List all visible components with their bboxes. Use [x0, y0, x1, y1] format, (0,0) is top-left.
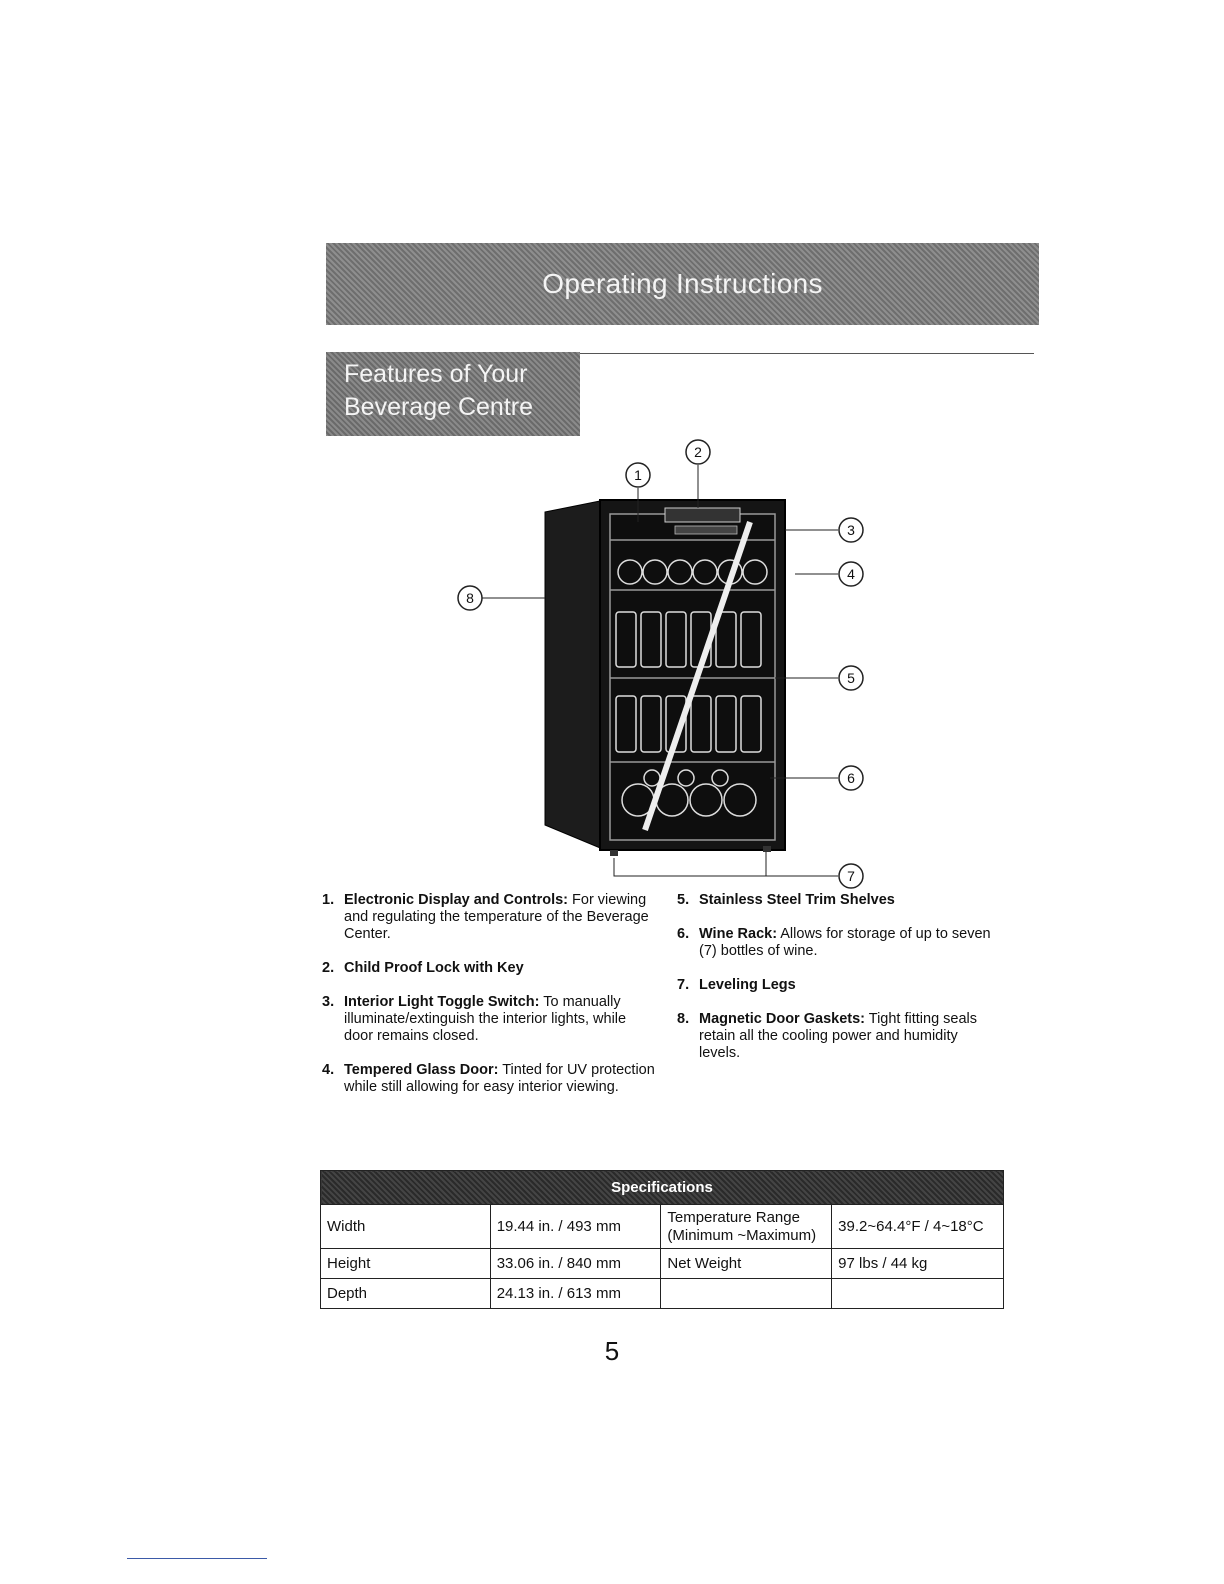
table-row	[321, 1249, 1004, 1279]
feature-item-5	[677, 892, 997, 909]
feature-number: 8.	[677, 1011, 690, 1027]
feature-item-8	[677, 1011, 997, 1062]
feature-description: Allows for storage of up to seven (7) bottles of wine.	[699, 926, 991, 959]
feature-number: 7.	[677, 977, 690, 993]
feature-description: Tinted for UV protection while still allowing for easy interior viewing.	[344, 1062, 655, 1095]
section-title-line2: Beverage Centre	[344, 393, 534, 421]
feature-title: Magnetic Door Gaskets:	[699, 1011, 865, 1027]
feature-number: 4.	[322, 1062, 335, 1078]
table-cell: 19.44 in. / 493 mm	[490, 1205, 661, 1249]
feature-list-left	[322, 892, 658, 1113]
table-cell: Depth	[321, 1279, 491, 1309]
feature-title: Child Proof Lock with Key	[344, 960, 524, 976]
feature-title: Wine Rack:	[699, 926, 778, 942]
feature-title: Interior Light Toggle Switch:	[344, 994, 540, 1010]
feature-item-7	[677, 977, 997, 994]
feature-description: To manually illuminate/extinguish the interior lights, while door remains closed.	[344, 994, 627, 1044]
feature-item-2	[322, 960, 658, 977]
specifications-table	[320, 1170, 1004, 1309]
feature-item-3	[322, 994, 658, 1045]
section-title-line1: Features of Your	[344, 360, 528, 388]
feature-title: Electronic Display and Controls:	[344, 892, 568, 908]
feature-number: 3.	[322, 994, 335, 1010]
table-row	[321, 1279, 1004, 1309]
callout-label-6: 6	[847, 770, 855, 786]
table-row	[321, 1205, 1004, 1249]
feature-number: 5.	[677, 892, 690, 908]
feature-description: For viewing and regulating the temperature of the Beverage Center.	[344, 892, 649, 942]
control-panel	[665, 508, 740, 522]
feature-title: Tempered Glass Door:	[344, 1062, 499, 1078]
table-cell: 39.2~64.4°F / 4~18°C	[832, 1205, 1004, 1249]
feature-list-right	[677, 892, 997, 1079]
callout-label-1: 1	[634, 467, 642, 483]
table-cell	[832, 1279, 1004, 1309]
leveling-leg-left	[610, 850, 618, 856]
table-cell: Width	[321, 1205, 491, 1249]
callout-label-8: 8	[466, 590, 474, 606]
feature-title: Leveling Legs	[699, 977, 796, 993]
table-cell: Height	[321, 1249, 491, 1279]
display-bar	[675, 526, 737, 534]
section-heading-box	[326, 352, 580, 436]
feature-item-1	[322, 892, 658, 943]
table-cell: 24.13 in. / 613 mm	[490, 1279, 661, 1309]
specifications-heading: Specifications	[321, 1171, 1004, 1205]
leader-7	[614, 858, 838, 876]
feature-title: Stainless Steel Trim Shelves	[699, 892, 895, 908]
leveling-leg-right	[763, 846, 771, 852]
callout-label-3: 3	[847, 522, 855, 538]
callout-label-2: 2	[694, 444, 702, 460]
footer-divider	[127, 1558, 267, 1559]
table-cell: Net Weight	[661, 1249, 832, 1279]
section-divider	[580, 353, 1034, 354]
beverage-centre-diagram	[440, 430, 890, 900]
callout-label-5: 5	[847, 670, 855, 686]
table-cell: 97 lbs / 44 kg	[832, 1249, 1004, 1279]
callout-label-7: 7	[847, 868, 855, 884]
feature-item-4	[322, 1062, 658, 1096]
page-header-title: Operating Instructions	[542, 268, 823, 299]
feature-item-6	[677, 926, 997, 960]
callout-label-4: 4	[847, 566, 855, 582]
page-number: 5	[604, 1336, 620, 1366]
feature-number: 6.	[677, 926, 690, 942]
feature-number: 2.	[322, 960, 335, 976]
page-header-banner	[326, 243, 1039, 325]
feature-description: Tight fitting seals retain all the cooling power and humidity levels.	[699, 1011, 978, 1061]
table-cell	[661, 1279, 832, 1309]
table-cell: 33.06 in. / 840 mm	[490, 1249, 661, 1279]
feature-number: 1.	[322, 892, 335, 908]
table-cell: Temperature Range (Minimum ~Maximum)	[661, 1205, 832, 1249]
cabinet-side-panel	[545, 500, 605, 850]
